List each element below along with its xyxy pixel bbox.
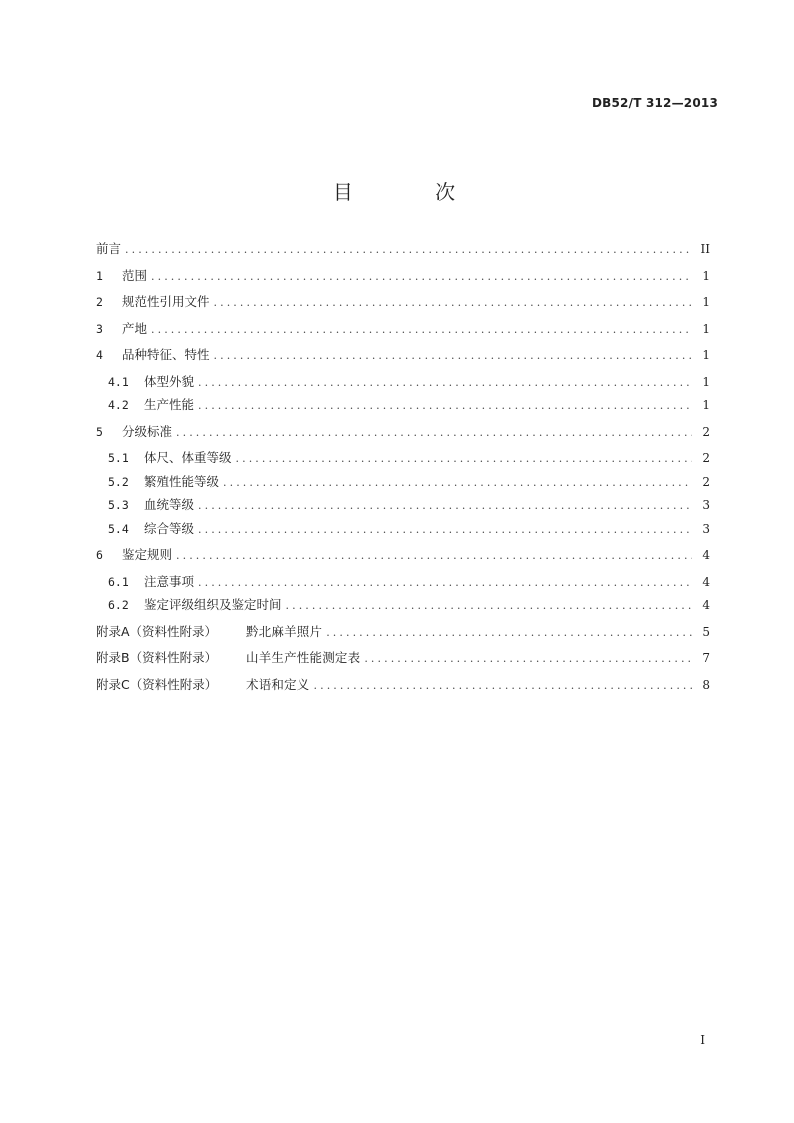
toc-entry[interactable] (96, 265, 710, 289)
toc-entry[interactable] (96, 238, 710, 262)
annex-prefix: 附录B（资料性附录） (96, 650, 218, 665)
toc-entry-page: 1 (702, 321, 710, 336)
annex-page: 5 (702, 624, 710, 639)
dot-leader (151, 266, 692, 289)
toc-entry-number: 4 (96, 348, 103, 362)
toc-entry-label: 分级标准 (122, 423, 173, 439)
toc-entry-number: 2 (96, 295, 103, 309)
dot-leader (198, 395, 692, 418)
toc-entry-page: 4 (702, 598, 710, 612)
toc-entry-number: 5.3 (108, 498, 129, 512)
toc-entry-label: 鉴定评级组织及鉴定时间 (144, 597, 282, 612)
toc-entry-label: 范围 (122, 267, 148, 283)
toc-entry[interactable] (96, 571, 710, 595)
toc-entry-page: 2 (702, 474, 710, 489)
toc-entry[interactable] (96, 291, 710, 315)
toc-entry-label: 前言 (96, 241, 122, 256)
toc-entry[interactable] (96, 518, 710, 542)
toc-entry-label: 血统等级 (144, 497, 195, 512)
dot-leader (151, 319, 692, 342)
toc-entry-label: 注意事项 (144, 573, 195, 589)
toc-entry-number: 6.2 (108, 598, 129, 612)
toc-entry[interactable] (96, 471, 710, 495)
dot-leader (236, 448, 692, 471)
toc-entry[interactable] (96, 318, 710, 342)
toc-entry-label: 综合等级 (144, 520, 195, 536)
dot-leader (214, 345, 692, 368)
toc-entry-page: 2 (702, 424, 710, 439)
dot-leader (223, 472, 692, 495)
toc-entry-number: 4.2 (108, 398, 129, 412)
annex-page: 8 (702, 677, 710, 692)
toc-entry[interactable] (96, 544, 710, 568)
annex-label: 山羊生产性能测定表 (246, 650, 361, 665)
toc-entry[interactable] (96, 394, 710, 418)
toc-entry-page: 1 (702, 398, 710, 412)
toc-entry-label: 鉴定规则 (122, 547, 173, 562)
toc-entry-number: 1 (96, 268, 103, 283)
toc-entry-page: 2 (702, 451, 710, 465)
toc-entry[interactable] (96, 494, 710, 518)
toc-entry-number: 3 (96, 321, 103, 336)
dot-leader (176, 545, 692, 568)
toc-entry-number: 5.2 (108, 474, 129, 489)
toc-entry-label: 生产性能 (144, 397, 195, 412)
toc-entry-label: 体尺、体重等级 (144, 450, 232, 465)
table-of-contents (96, 238, 710, 697)
document-code: DB52/T 312—2013 (592, 96, 718, 110)
annex-label: 术语和定义 (246, 676, 310, 692)
toc-entry-page: 1 (702, 268, 710, 283)
toc-entry-number: 5.4 (108, 521, 129, 536)
toc-entry-number: 4.1 (108, 374, 129, 389)
toc-entry-label: 体型外貌 (144, 373, 195, 389)
toc-annex-entry[interactable] (96, 647, 710, 671)
toc-entry[interactable] (96, 371, 710, 395)
toc-entry[interactable] (96, 421, 710, 445)
annex-label: 黔北麻羊照片 (246, 623, 323, 639)
dot-leader (286, 595, 692, 618)
toc-entry-number: 5.1 (108, 451, 129, 465)
toc-entry-page: 4 (702, 574, 710, 589)
dot-leader (364, 648, 692, 671)
annex-page: 7 (702, 651, 710, 665)
toc-entry-page: 4 (702, 548, 710, 562)
page-title: 目 次 (332, 180, 494, 204)
dot-leader (314, 675, 692, 698)
toc-entry-page: 3 (702, 498, 710, 512)
dot-leader (198, 495, 692, 518)
toc-annex-entry[interactable] (96, 674, 710, 698)
toc-entry[interactable] (96, 594, 710, 618)
toc-entry[interactable] (96, 344, 710, 368)
dot-leader (176, 422, 692, 445)
toc-entry-label: 繁殖性能等级 (144, 473, 220, 489)
dot-leader (198, 372, 692, 395)
page-number: I (700, 1033, 705, 1047)
toc-entry-label: 规范性引用文件 (122, 294, 210, 309)
dot-leader (214, 292, 692, 315)
toc-entry-number: 5 (96, 424, 103, 439)
toc-entry-page: 1 (702, 295, 710, 309)
toc-entry-label: 产地 (122, 320, 148, 336)
toc-entry-page: 3 (702, 521, 710, 536)
toc-entry-label: 品种特征、特性 (122, 347, 210, 362)
annex-prefix: 附录A（资料性附录） (96, 623, 218, 639)
toc-entry-page: 1 (702, 374, 710, 389)
dot-leader (326, 622, 692, 645)
toc-entry-number: 6.1 (108, 574, 129, 589)
toc-entry-page: 1 (702, 348, 710, 362)
annex-prefix: 附录C（资料性附录） (96, 676, 218, 692)
toc-entry-number: 6 (96, 548, 103, 562)
toc-entry[interactable] (96, 447, 710, 471)
dot-leader (125, 239, 692, 262)
dot-leader (198, 519, 692, 542)
dot-leader (198, 572, 692, 595)
toc-annex-entry[interactable] (96, 621, 710, 645)
toc-entry-page: II (700, 242, 710, 256)
